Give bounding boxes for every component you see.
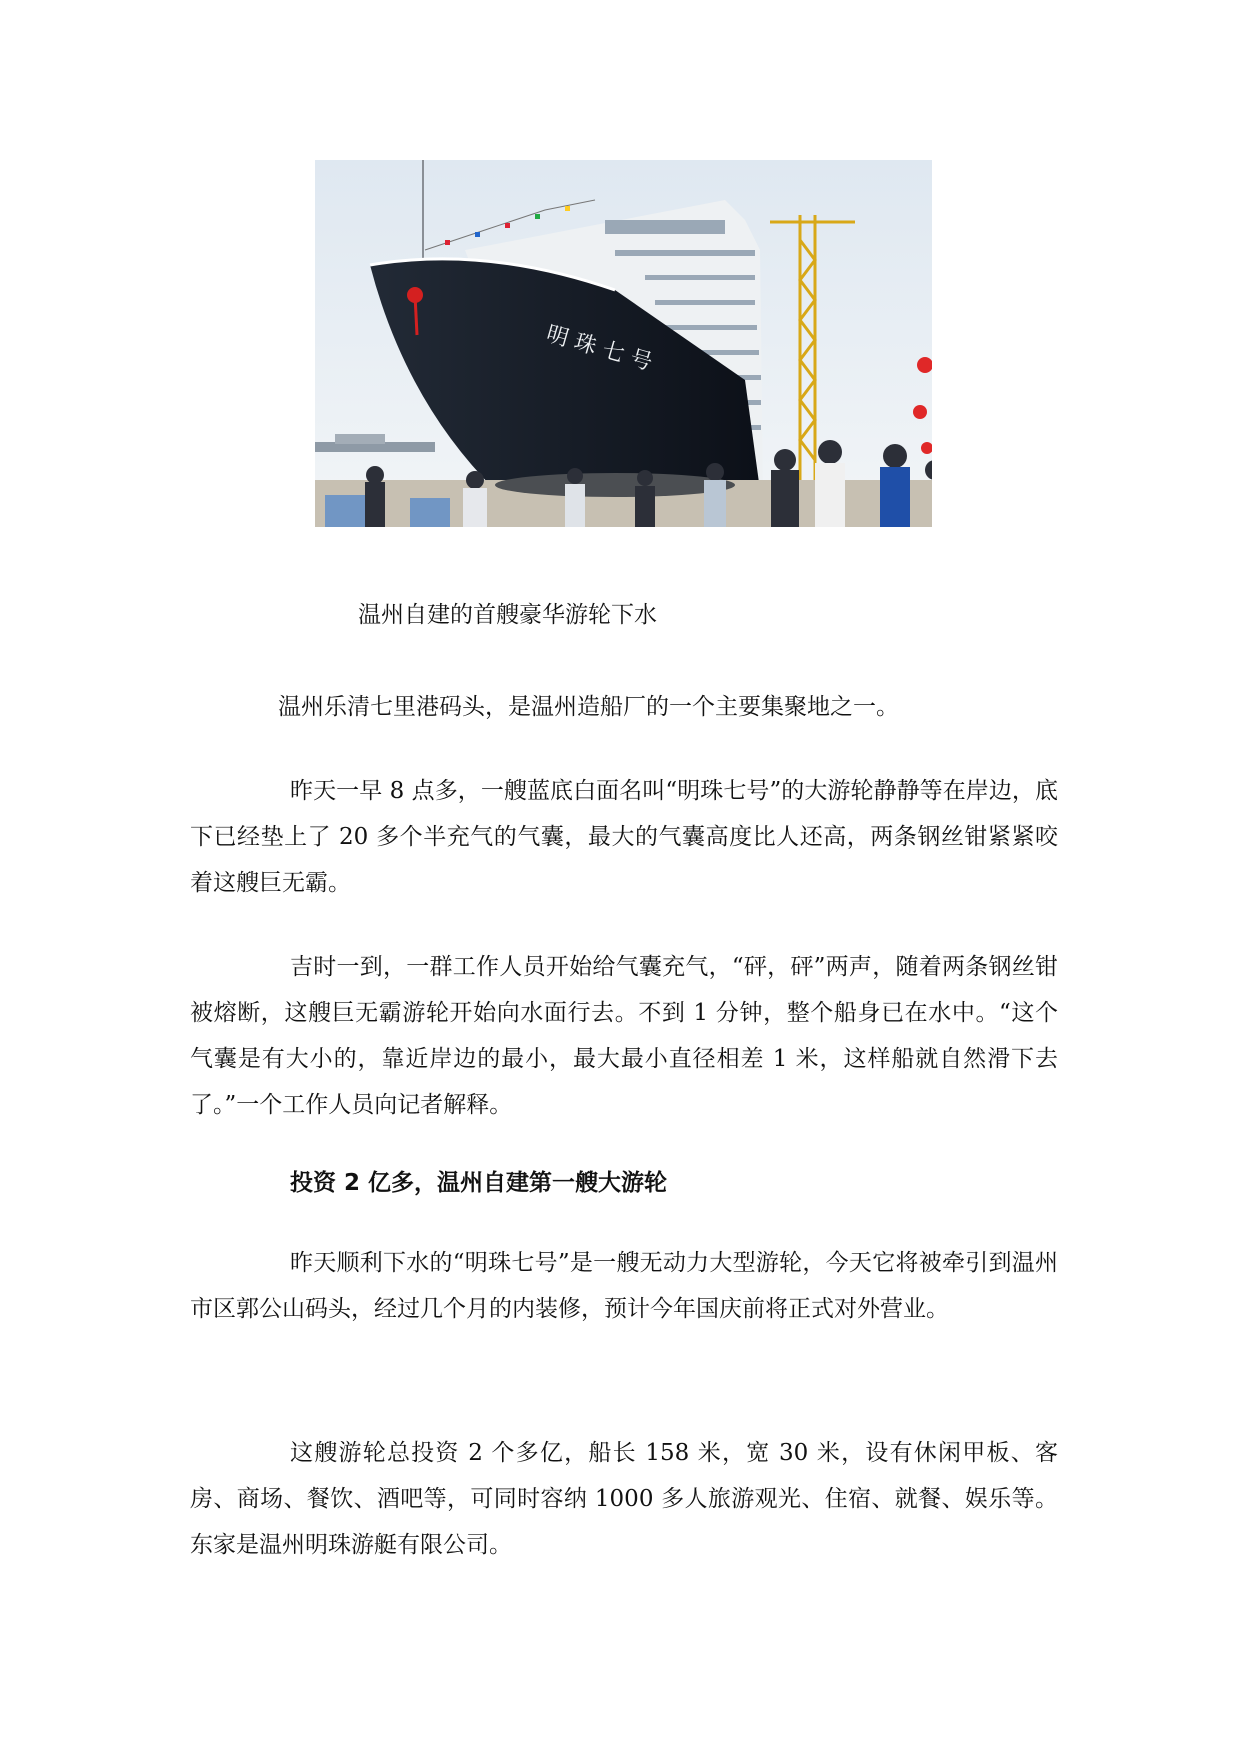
paragraph-5: 这艘游轮总投资 2 个多亿，船长 158 米，宽 30 米，设有休闲甲板、客房、商场、餐饮、酒吧等，可同时容纳 1000 多人旅游观光、住宿、就餐、娱乐等。东家是温州明珠游艇有限公司。 <box>190 1440 1058 1558</box>
cruise-ship-launch-photo <box>315 160 932 527</box>
hull-name-text: 明 珠 七 号 <box>543 321 655 376</box>
photo-caption: 温州自建的首艘豪华游轮下水 <box>358 602 657 628</box>
section-heading: 投资 2 亿多，温州自建第一艘大游轮 <box>290 1170 668 1196</box>
paragraph-3: 吉时一到，一群工作人员开始给气囊充气，“砰，砰”两声，随着两条钢丝钳被熔断，这艘巨无霸游轮开始向水面行去。不到 1 分钟，整个船身已在水中。“这个气囊是有大小的，靠近岸边的最小，最大最小直径相差 1 米，这样船就自然滑下去了。”一个工作人员向记者解释。 <box>190 954 1058 1118</box>
paragraph-1: 温州乐清七里港码头，是温州造船厂的一个主要集聚地之一。 <box>278 694 899 720</box>
paragraph-4: 昨天顺利下水的“明珠七号”是一艘无动力大型游轮，今天它将被牵引到温州市区郭公山码头，经过几个月的内装修，预计今年国庆前将正式对外营业。 <box>190 1250 1058 1322</box>
paragraph-2: 昨天一早 8 点多，一艘蓝底白面名叫“明珠七号”的大游轮静静等在岸边，底下已经垫上了 20 多个半充气的气囊，最大的气囊高度比人还高，两条钢丝钳紧紧咬着这艘巨无霸。 <box>190 778 1058 896</box>
